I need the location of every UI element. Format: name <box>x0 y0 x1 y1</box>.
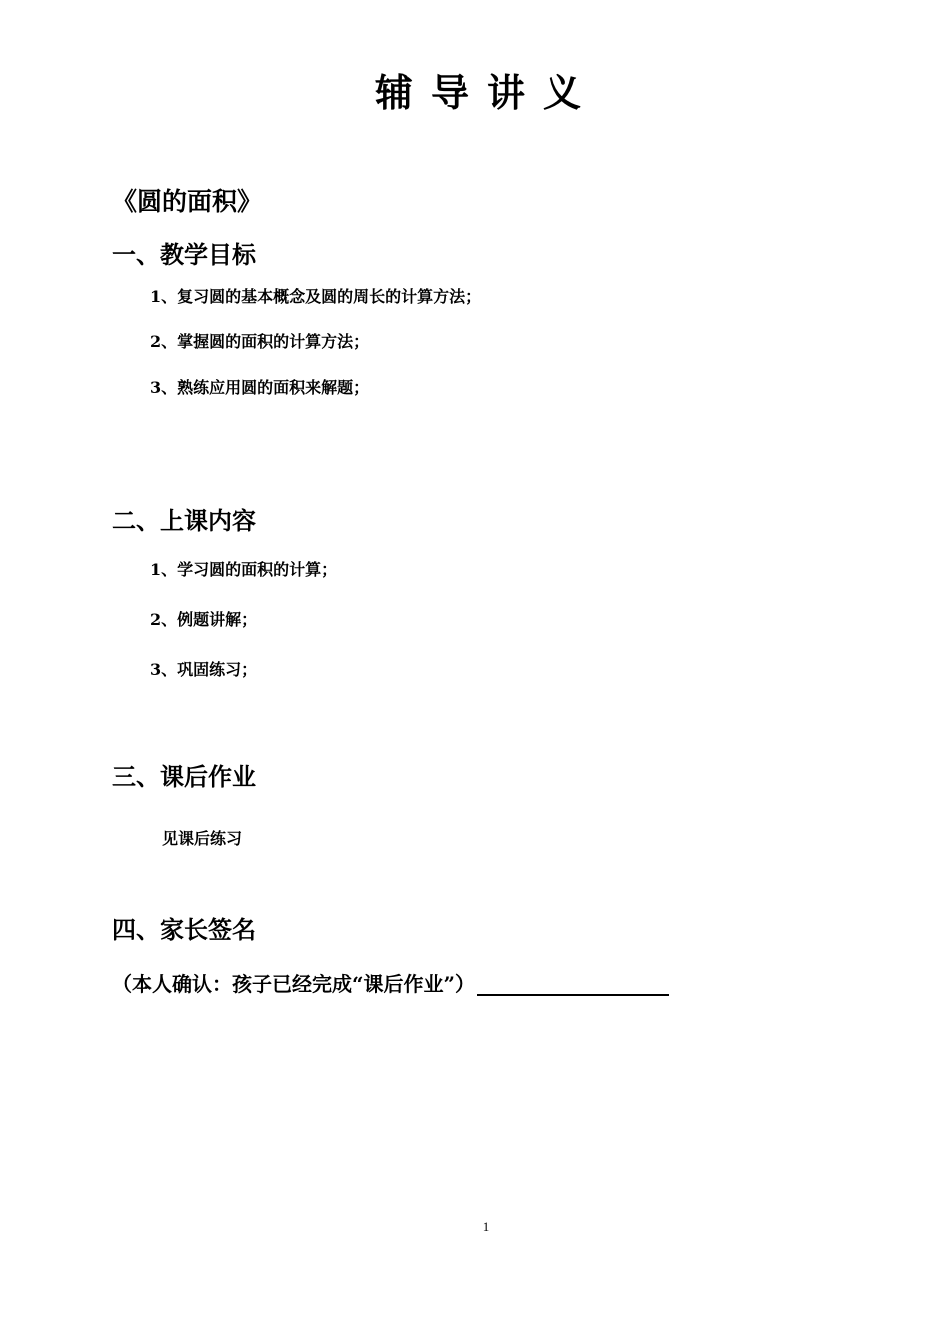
objective-item: 3、熟练应用圆的面积来解题； <box>150 378 370 397</box>
section-heading-parent-signature: 四、家长签名 <box>112 915 256 944</box>
content-item: 3、巩固练习； <box>150 660 258 679</box>
objective-item: 1、复习圆的基本概念及圆的周长的计算方法； <box>150 287 482 306</box>
lesson-subject: 《圆的面积》 <box>112 187 263 216</box>
document-title: 辅导讲义 <box>374 70 599 115</box>
signature-blank-field[interactable] <box>477 970 669 996</box>
objective-item: 2、掌握圆的面积的计算方法； <box>150 332 370 351</box>
section-heading-class-content: 二、上课内容 <box>112 506 256 535</box>
page-number: 1 <box>482 1219 490 1234</box>
parent-confirmation-text: （本人确认：孩子已经完成“课后作业”） <box>112 972 476 996</box>
parent-confirmation-line <box>112 969 669 999</box>
content-item: 2、例题讲解； <box>150 610 258 629</box>
section-heading-homework: 三、课后作业 <box>112 762 256 791</box>
content-item: 1、学习圆的面积的计算； <box>150 560 338 579</box>
homework-note: 见课后练习 <box>162 829 243 848</box>
section-heading-objectives: 一、教学目标 <box>112 240 256 269</box>
